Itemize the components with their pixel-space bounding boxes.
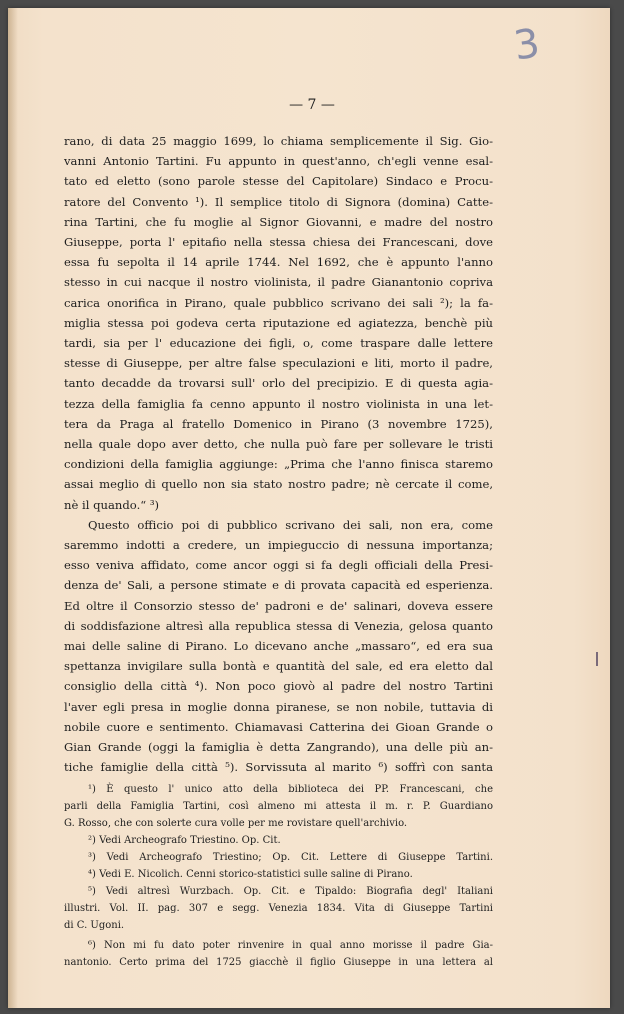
page-gutter-shadow: [8, 8, 18, 1008]
body-line: esso veniva affidato, come ancor oggi si fa degli officiali della Presi-: [64, 558, 493, 572]
body-line: di soddisfazione altresì alla republica stessa di Venezia, gelosa quanto: [64, 619, 493, 633]
footnote-line: di C. Ugoni.: [64, 920, 125, 931]
body-line: tato ed eletto (sono parole stesse del Capitolare) Sindaco e Procu-: [64, 174, 493, 188]
page-number: — 7 —: [289, 97, 335, 113]
body-line: tiche famiglie della città ⁵). Sorvissuta al marito ⁶) soffrì con santa: [64, 760, 493, 774]
body-line: essa fu sepolta il 14 aprile 1744. Nel 1692, che è appunto l'anno: [64, 255, 493, 269]
footnote-line: ⁵) Vedi altresì Wurzbach. Op. Cit. e Tipaldo: Biografia degl' Italiani: [88, 886, 493, 897]
margin-pencil-mark: [596, 652, 604, 666]
handwritten-page-number: 3: [510, 20, 543, 70]
footnote-line: ⁴) Vedi E. Nicolich. Cenni storico-statistici sulle saline di Pirano.: [88, 869, 413, 880]
body-line: rina Tartini, che fu moglie al Signor Giovanni, e madre del nostro: [64, 215, 493, 229]
footnote-line: ²) Vedi Archeografo Triestino. Op. Cit.: [88, 835, 281, 846]
body-line: tezza della famiglia fa cenno appunto il nostro violinista in una let-: [64, 397, 493, 411]
footnote-line: ¹) È questo l' unico atto della biblioteca dei PP. Francescani, che: [88, 784, 493, 795]
footnote-line: parli della Famiglia Tartini, così almeno mi attesta il m. r. P. Guardiano: [64, 801, 493, 812]
footnote-line: ⁶) Non mi fu dato poter rinvenire in qual anno morisse il padre Gia-: [88, 940, 493, 951]
footnote-line: G. Rosso, che con solerte cura volle per me rovistare quell'archivio.: [64, 818, 408, 829]
body-line: tera da Praga al fratello Domenico in Pirano (3 novembre 1725),: [64, 417, 493, 431]
body-line: nobile cuore e sentimento. Chiamavasi Catterina dei Gioan Grande o: [64, 720, 493, 734]
body-line: Gian Grande (oggi la famiglia è detta Zangrando), una delle più an-: [64, 740, 493, 754]
body-line: stesse di Giuseppe, per altre false speculazioni e liti, morto il padre,: [64, 356, 493, 370]
body-line: denza de' Sali, a persone stimate e di provata capacità ed esperienza.: [64, 578, 493, 592]
body-line: vanni Antonio Tartini. Fu appunto in quest'anno, ch'egli venne esal-: [64, 154, 493, 168]
body-line: saremmo indotti a credere, un impieguccio di nessuna importanza;: [64, 538, 493, 552]
footnote-line: illustri. Vol. II. pag. 307 e segg. Venezia 1834. Vita di Giuseppe Tartini: [64, 903, 493, 914]
body-line: carica onorifica in Pirano, quale pubblico scrivano dei sali ²); la fa-: [64, 296, 493, 310]
body-line: l'aver egli presa in moglie donna piranese, se non nobile, tuttavia di: [64, 700, 493, 714]
body-line: tanto decadde da trovarsi sull' orlo del precipizio. E di questa agia-: [64, 376, 493, 390]
footnote-line: ³) Vedi Archeografo Triestino; Op. Cit. Lettere di Giuseppe Tartini.: [88, 852, 493, 863]
body-line: Giuseppe, porta l' epitafio nella stessa chiesa dei Francescani, dove: [64, 235, 493, 249]
body-line: Questo officio poi di pubblico scrivano dei sali, non era, come: [88, 518, 493, 532]
body-line: stesso in cui nacque il nostro violinista, il padre Gianantonio copriva: [64, 275, 493, 289]
body-line: consiglio della città ⁴). Non poco giovò al padre del nostro Tartini: [64, 679, 493, 693]
body-line: spettanza invigilare sulla bontà e quantità del sale, ed era eletto dal: [64, 659, 493, 673]
body-line: condizioni della famiglia aggiunge: „Prima che l'anno finisca staremo: [64, 457, 493, 471]
footnote-line: nantonio. Certo prima del 1725 giacchè il figlio Giuseppe in una lettera al: [64, 957, 493, 968]
body-line: assai meglio di quello non sia stato nostro padre; nè cercate il come,: [64, 477, 493, 491]
body-line: miglia stessa poi godeva certa riputazione ed agiatezza, benchè più: [64, 316, 493, 330]
body-line: rano, di data 25 maggio 1699, lo chiama semplicemente il Sig. Gio-: [64, 134, 493, 148]
body-line: nella quale dopo aver detto, che nulla può fare per sollevare le tristi: [64, 437, 493, 451]
body-line: ratore del Convento ¹). Il semplice titolo di Signora (domina) Catte-: [64, 195, 493, 209]
body-line: mai delle saline di Pirano. Lo dicevano anche „massaro“, ed era sua: [64, 639, 493, 653]
body-line: Ed oltre il Consorzio stesso de' padroni e de' salinari, doveva essere: [64, 599, 493, 613]
body-line: tardi, sia per l' educazione dei figli, o, come traspare dalle lettere: [64, 336, 493, 350]
body-line: nè il quando.“ ³): [64, 498, 160, 512]
